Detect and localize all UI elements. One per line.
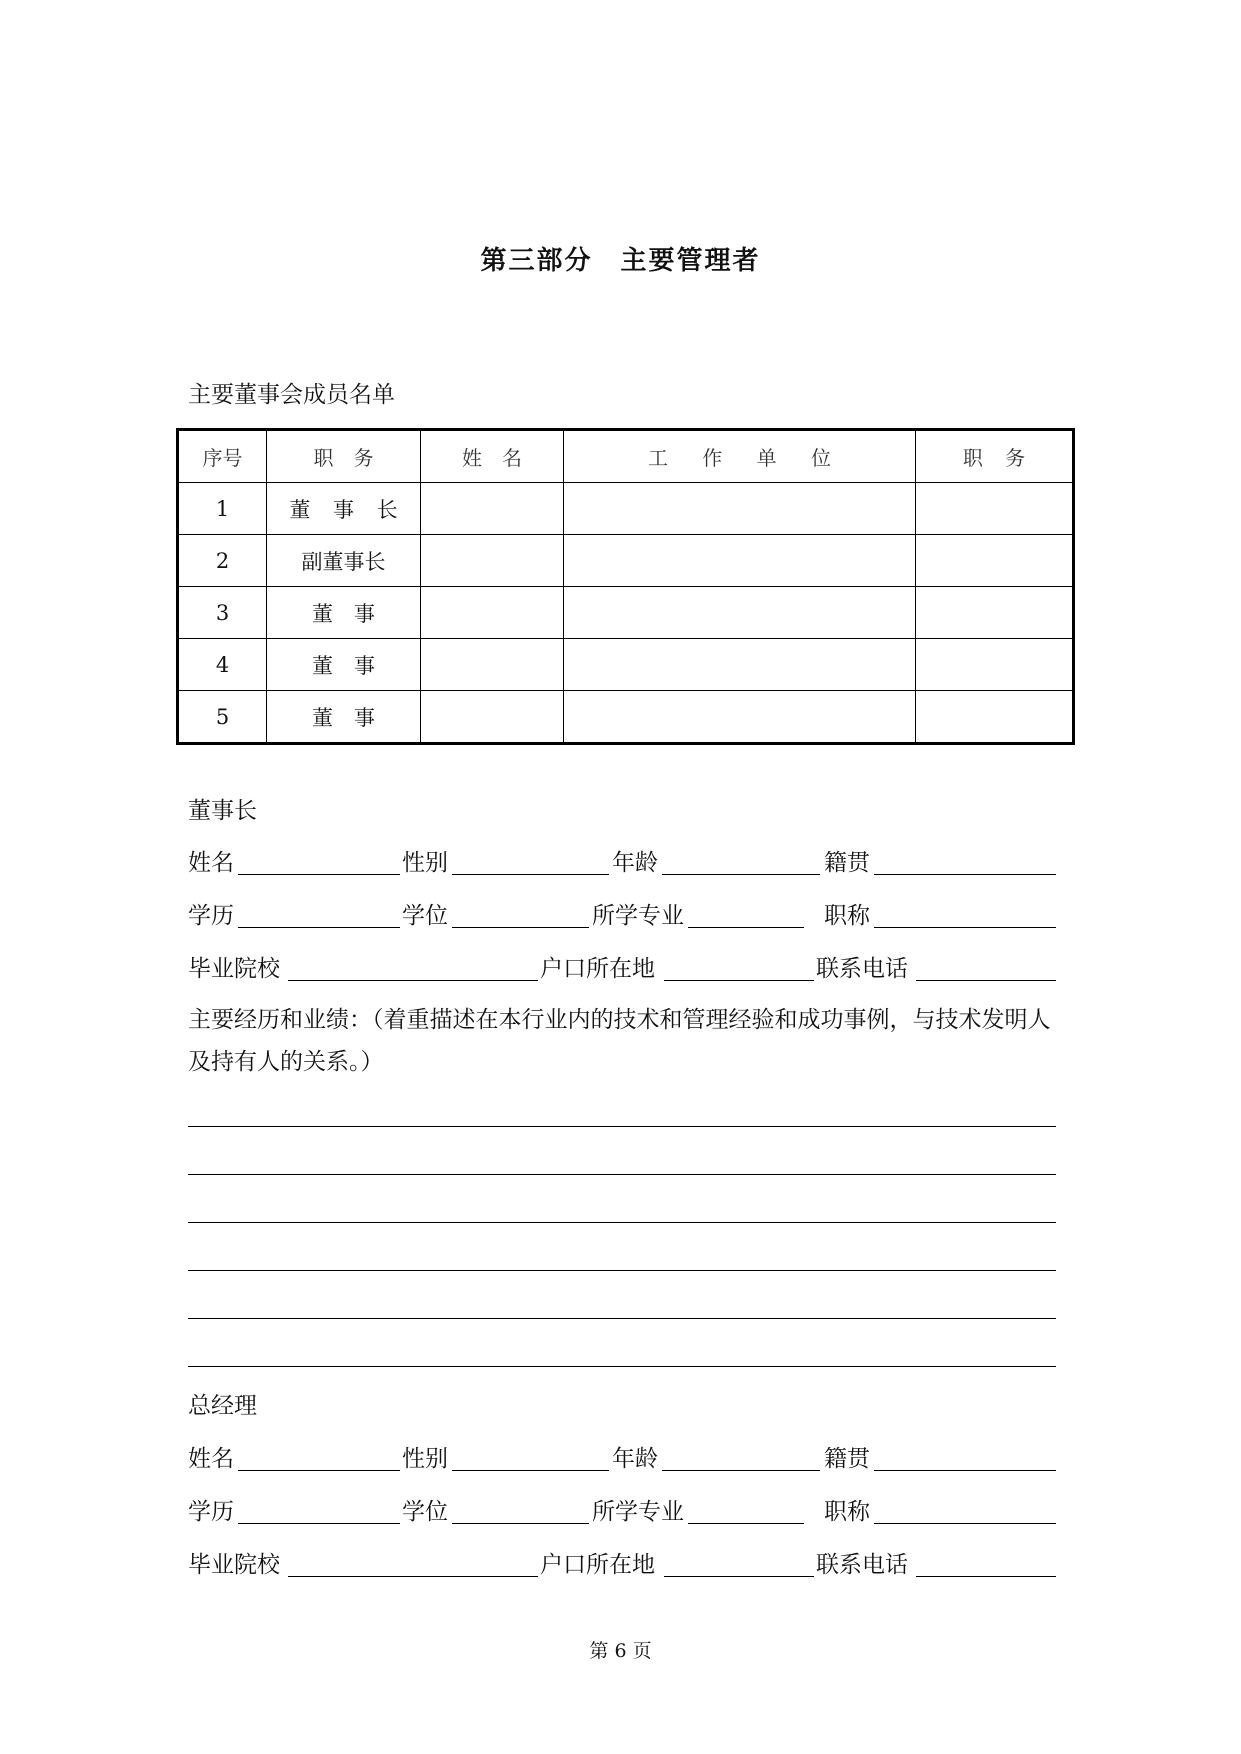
- header-position: 职 务: [267, 430, 421, 483]
- label-degree: 学位: [402, 1499, 448, 1525]
- age-blank[interactable]: [662, 874, 820, 875]
- label-age: 年龄: [612, 850, 658, 876]
- hometown-blank[interactable]: [874, 874, 1056, 875]
- gender-blank[interactable]: [452, 874, 609, 875]
- label-age: 年龄: [612, 1446, 658, 1472]
- cell-position: 副董事长: [267, 535, 421, 587]
- chairman-basic-info-line: [188, 844, 1056, 878]
- label-phone: 联系电话: [816, 1552, 908, 1578]
- cell-name[interactable]: [421, 639, 564, 691]
- writing-line[interactable]: [188, 1222, 1056, 1223]
- name-blank[interactable]: [238, 874, 400, 875]
- writing-line[interactable]: [188, 1366, 1056, 1367]
- label-major: 所学专业: [592, 1499, 684, 1525]
- cell-duty[interactable]: [916, 535, 1074, 587]
- label-school: 毕业院校: [188, 1552, 280, 1578]
- cell-duty[interactable]: [916, 483, 1074, 535]
- cell-no: 5: [178, 691, 267, 744]
- table-row: [178, 639, 1074, 691]
- page-number: 第 6 页: [589, 1640, 652, 1662]
- cell-workplace[interactable]: [564, 483, 916, 535]
- age-blank[interactable]: [662, 1470, 820, 1471]
- manager-contact-line: [188, 1546, 1056, 1580]
- education-blank[interactable]: [238, 927, 400, 928]
- label-residence: 户口所在地: [540, 956, 655, 982]
- label-major: 所学专业: [592, 903, 684, 929]
- table-row: [178, 535, 1074, 587]
- major-blank[interactable]: [688, 927, 804, 928]
- phone-blank[interactable]: [916, 980, 1056, 981]
- manager-heading: 总经理: [188, 1393, 257, 1419]
- school-blank[interactable]: [288, 1576, 538, 1577]
- header-duty: 职 务: [916, 430, 1074, 483]
- page-title: 第三部分 主要管理者: [480, 246, 761, 276]
- cell-workplace[interactable]: [564, 639, 916, 691]
- label-degree: 学位: [402, 903, 448, 929]
- cell-no: 3: [178, 587, 267, 639]
- cell-duty[interactable]: [916, 639, 1074, 691]
- table-header-row: [178, 430, 1074, 483]
- cell-duty[interactable]: [916, 587, 1074, 639]
- cell-position: 董 事: [267, 587, 421, 639]
- cell-name[interactable]: [421, 691, 564, 744]
- table-row: [178, 483, 1074, 535]
- label-title: 职称: [824, 1499, 870, 1525]
- cell-workplace[interactable]: [564, 691, 916, 744]
- manager-basic-info-line: [188, 1440, 1056, 1474]
- degree-blank[interactable]: [452, 927, 589, 928]
- name-blank[interactable]: [238, 1470, 400, 1471]
- experience-instructions: 主要经历和业绩：（着重描述在本行业内的技术和管理经验和成功事例，与技术发明人及持有人的关系。）: [188, 1007, 1051, 1075]
- label-title: 职称: [824, 903, 870, 929]
- label-name: 姓名: [188, 850, 234, 876]
- label-phone: 联系电话: [816, 956, 908, 982]
- cell-no: 4: [178, 639, 267, 691]
- cell-workplace[interactable]: [564, 587, 916, 639]
- header-no: 序号: [178, 430, 267, 483]
- cell-no: 1: [178, 483, 267, 535]
- residence-blank[interactable]: [664, 1576, 814, 1577]
- header-workplace: 工 作 单 位: [564, 430, 916, 483]
- cell-position: 董 事: [267, 639, 421, 691]
- table-row: [178, 691, 1074, 744]
- table-row: [178, 587, 1074, 639]
- writing-line[interactable]: [188, 1318, 1056, 1319]
- chairman-education-line: [188, 897, 1056, 931]
- cell-duty[interactable]: [916, 691, 1074, 744]
- label-education: 学历: [188, 903, 234, 929]
- cell-position: 董 事 长: [267, 483, 421, 535]
- cell-name[interactable]: [421, 587, 564, 639]
- label-education: 学历: [188, 1499, 234, 1525]
- cell-name[interactable]: [421, 535, 564, 587]
- gender-blank[interactable]: [452, 1470, 609, 1471]
- education-blank[interactable]: [238, 1523, 400, 1524]
- residence-blank[interactable]: [664, 980, 814, 981]
- label-name: 姓名: [188, 1446, 234, 1472]
- writing-line[interactable]: [188, 1126, 1056, 1127]
- label-hometown: 籍贯: [824, 1446, 870, 1472]
- phone-blank[interactable]: [916, 1576, 1056, 1577]
- degree-blank[interactable]: [452, 1523, 589, 1524]
- writing-line[interactable]: [188, 1174, 1056, 1175]
- manager-education-line: [188, 1493, 1056, 1527]
- header-name: 姓 名: [421, 430, 564, 483]
- writing-line[interactable]: [188, 1270, 1056, 1271]
- label-residence: 户口所在地: [540, 1552, 655, 1578]
- school-blank[interactable]: [288, 980, 538, 981]
- cell-position: 董 事: [267, 691, 421, 744]
- hometown-blank[interactable]: [874, 1470, 1056, 1471]
- chairman-heading: 董事长: [188, 798, 257, 824]
- cell-no: 2: [178, 535, 267, 587]
- cell-name[interactable]: [421, 483, 564, 535]
- label-gender: 性别: [402, 850, 448, 876]
- table-caption: 主要董事会成员名单: [188, 382, 395, 408]
- chairman-contact-line: [188, 950, 1056, 984]
- label-school: 毕业院校: [188, 956, 280, 982]
- board-members-table: [176, 428, 1075, 745]
- cell-workplace[interactable]: [564, 535, 916, 587]
- major-blank[interactable]: [688, 1523, 804, 1524]
- label-hometown: 籍贯: [824, 850, 870, 876]
- title-blank[interactable]: [874, 1523, 1056, 1524]
- title-blank[interactable]: [874, 927, 1056, 928]
- label-gender: 性别: [402, 1446, 448, 1472]
